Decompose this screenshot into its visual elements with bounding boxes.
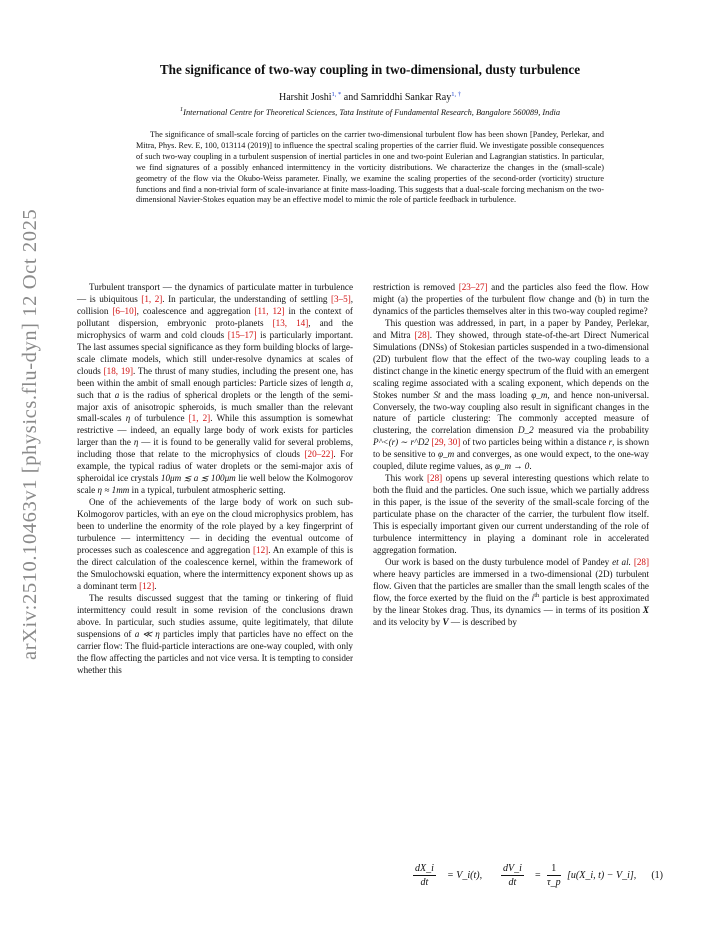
text-run: is particularly important. The last assumes special significance as they form building blocks of large-scale climate models, which still under-resolve dynamics at scales of clouds bbox=[77, 329, 353, 376]
paragraph bbox=[373, 557, 649, 629]
text-run: is the radius of spherical droplets or the length of the semi-major axis of anisotropic spheroids, is much smaller than the relevant small-scales bbox=[77, 389, 353, 424]
text-run: , and the microphysics of warm and cold clouds bbox=[77, 317, 354, 340]
text-run: . bbox=[529, 461, 532, 472]
math-symbol: a bbox=[346, 377, 351, 388]
superscript: th bbox=[534, 591, 540, 599]
text-run: This question was addressed, in part, in a paper by Pandey, Perlekar, and Mitra bbox=[373, 317, 649, 340]
text-run: of turbulence bbox=[130, 413, 189, 424]
text-run: . They showed, through state-of-the-art Direct Numerical Simulations (DNSs) of Stokesian particles suspended in a two-dimensional (2D) turbulent flow that the effect of the two-way coupling leads to a distinct change in the kinetic energy spectrum of the fluid with an emergent scaling regime associated with a scaling exponent, which depends on the Stokes number bbox=[373, 329, 650, 400]
author-superscript[interactable]: 1, † bbox=[451, 91, 461, 98]
math-expression: φ_m → 0 bbox=[494, 461, 530, 472]
fraction-denominator: τ_p bbox=[547, 877, 561, 888]
text-run: This work bbox=[385, 473, 427, 484]
citation-link[interactable]: [20–22] bbox=[304, 449, 334, 460]
text-run: . For example, the typical radius of water droplets or the semi-major axis of spheroidal ice crystals bbox=[77, 449, 353, 484]
paragraph bbox=[373, 473, 649, 557]
text-run: — it is found to be generally valid for several problems, including those that relate to the microphysics of clouds bbox=[77, 437, 353, 460]
citation-link[interactable]: [3–5] bbox=[330, 293, 351, 304]
citation-link[interactable]: [11, 12] bbox=[254, 305, 285, 316]
equation-term: [u(X_i, t) − V_i], bbox=[567, 870, 637, 881]
abstract: The significance of small-scale forcing of particles on the carrier two-dimensional turbulent flow has been shown [Pandey, Perlekar, and Mitra, Phys. Rev. E, 100, 013114 (2019)] to influence the spectral scaling properties of the carrier fluid. We investigate possible consequences of such two-way coupling in a turbulent suspension of inertial particles in one and two-point Eulerian and Lagrangian statistics. In particular, we find signatures of a possibly enhanced intermittency in the vorticity distributions. We characterize the changes in the (small-scale) geometry of the flow via the Okubo-Weiss parameter. Finally, we examine the scaling properties of the second-order (vorticity) structure functions and find a non-trivial form of scale-invariance at finite mass-loading. This suggests that a dual-scale forcing mechanism on the two-dimensional Navier-Stokes equation may be an effective model to mimic the role of particle feedback in turbulence. bbox=[136, 130, 604, 205]
text-run: . An example of this is the direct calculation of the coalescence kernel, within the framework of the Smulochowski equation, where the intermittency exponent shows up as a dominant term bbox=[77, 544, 353, 591]
math-symbol: φ_m bbox=[531, 389, 548, 400]
fraction bbox=[501, 862, 524, 889]
text-run: . In particular, the understanding of settling bbox=[162, 293, 331, 304]
text-run: — is described by bbox=[448, 616, 517, 627]
fraction-denominator: dt bbox=[420, 877, 429, 888]
fraction bbox=[413, 862, 436, 889]
citation-link[interactable]: [28] bbox=[414, 329, 430, 340]
author-conjunction: and bbox=[341, 92, 361, 103]
author-name: Samriddhi Sankar Ray bbox=[360, 92, 452, 103]
citation-link[interactable]: [1, 2] bbox=[141, 293, 163, 304]
math-symbol: η bbox=[133, 437, 139, 448]
text-run: The results discussed suggest that the taming or tinkering of fluid intermittency could result in some revision of the conclusions drawn above. In particular, such studies assume, quite legitimately, that dilute suspensions of bbox=[77, 592, 353, 639]
text-run: , coalescence and aggregation bbox=[136, 305, 255, 316]
citation-link[interactable]: [28] bbox=[633, 556, 650, 567]
text-run: restriction is removed bbox=[373, 282, 459, 292]
equation-term: = V_i(t), bbox=[447, 870, 483, 881]
equation-number: (1) bbox=[651, 870, 663, 881]
text-run: in a typical, turbulent atmospheric setting. bbox=[129, 485, 286, 496]
text-run: and the mass loading bbox=[440, 389, 532, 400]
text-run: . While this assumption is somewhat restrictive — indeed, an equally large body of work exists for particles larger than the bbox=[77, 413, 353, 448]
text-run: et al. bbox=[612, 556, 631, 567]
math-expression: a ≪ η bbox=[134, 628, 160, 639]
text-run: Our work is based on the dusty turbulence model of Pandey bbox=[385, 556, 613, 567]
text-run: lie well below the Kolmogorov scale bbox=[77, 473, 353, 496]
math-symbol: φ_m bbox=[438, 449, 455, 460]
fraction bbox=[547, 862, 561, 889]
citation-link[interactable]: [13, 14] bbox=[272, 317, 309, 328]
affiliation bbox=[60, 108, 680, 117]
paragraph bbox=[77, 593, 353, 677]
text-run: of two particles being within a distance bbox=[460, 437, 609, 448]
paragraph bbox=[77, 282, 353, 497]
affiliation-text: International Centre for Theoretical Sciences, Tata Institute of Fundamental Research, Bangalore 560089, India bbox=[183, 108, 561, 117]
text-run: and converges, as one would expect, to the one-way coupled, dilute regime values, as bbox=[373, 449, 649, 472]
text-run: , collision bbox=[77, 293, 354, 316]
citation-link[interactable]: [12] bbox=[139, 580, 155, 591]
math-symbol: St bbox=[433, 389, 441, 400]
equation-1 bbox=[373, 862, 663, 896]
body-column-right bbox=[373, 282, 649, 629]
text-run: , such that bbox=[77, 377, 353, 400]
math-expression: 10μm ≲ a ≲ 100μm bbox=[160, 473, 236, 484]
paragraph bbox=[373, 318, 649, 473]
citation-link[interactable]: [18, 19] bbox=[103, 365, 133, 376]
equals-sign: = bbox=[535, 870, 541, 881]
citation-link[interactable]: [6–10] bbox=[112, 305, 137, 316]
arxiv-identifier: arXiv:2510.10463v1 [physics.flu-dyn] 12 Oct 2025 bbox=[19, 208, 41, 660]
math-symbol: r bbox=[608, 437, 613, 448]
fraction-numerator: dX_i bbox=[415, 863, 434, 874]
text-run: in the context of pollutant dispersion, embryonic proto-planets bbox=[77, 305, 353, 328]
citation-link[interactable]: [15–17] bbox=[227, 329, 257, 340]
paragraph bbox=[373, 282, 649, 318]
citation-link[interactable]: [28] bbox=[426, 473, 443, 484]
text-run: opens up several interesting questions which relate to both the fluid and the particles. One such issue, which we partially address in this paper, is the issue of the severity of the small-scale forcing of the particulate phase on the character of the carrier, the turbulent flow itself. This is especially important given our current understanding of the role of turbulence intermittency in playing a dominant role in accelerated aggregation formation. bbox=[373, 473, 649, 555]
math-symbol: a bbox=[114, 389, 120, 400]
text-run: where heavy particles are immersed in a two-dimensional (2D) turbulent flow. Given that the particles are smaller than the small length scales of the flow, the force exerted by the fluid on the bbox=[373, 568, 649, 603]
text-run: , is shown to be sensitive to bbox=[373, 437, 650, 460]
fraction-numerator: dV_i bbox=[503, 863, 522, 874]
citation-link[interactable]: [29, 30] bbox=[431, 437, 461, 448]
math-expression: P^<(r) ∼ r^D2 bbox=[373, 437, 430, 448]
text-run: and its velocity by bbox=[373, 616, 443, 627]
text-run: measured via the probability bbox=[533, 425, 649, 436]
author-line bbox=[60, 92, 680, 103]
fraction-numerator: 1 bbox=[547, 862, 561, 876]
body-column-left bbox=[77, 282, 353, 676]
math-symbol: D_2 bbox=[517, 425, 534, 436]
affiliation-number: 1 bbox=[179, 106, 184, 113]
text-run: particle is best approximated by the linear Stokes drag. Thus, its dynamics — in terms of its position bbox=[373, 592, 650, 615]
paper-title: The significance of two-way coupling in two-dimensional, dusty turbulence bbox=[159, 62, 581, 77]
math-symbol: V bbox=[442, 616, 449, 627]
author-superscript[interactable]: 1, * bbox=[331, 91, 342, 98]
citation-link[interactable]: [12] bbox=[253, 544, 269, 555]
author-name: Harshit Joshi bbox=[279, 92, 332, 103]
text-run: One of the achievements of the large body of work on such sub-Kolmogorov particles, with an eye on the cloud microphysics problem, has been to underline the enormity of the role played by a key fingerprint of turbulence — intermittency — in deciding the eventual outcome of processes such as coalescence and aggregation bbox=[77, 497, 353, 555]
math-symbol: η bbox=[125, 413, 131, 424]
math-symbol: X bbox=[642, 604, 649, 615]
text-run: particles imply that particles have no effect on the carrier flow: The fluid-particle interactions are one-way coupled, with only the flow affecting the particles and not vice versa. It is tempting to consider whether this bbox=[77, 628, 353, 675]
fraction-denominator: dt bbox=[508, 877, 517, 888]
paragraph bbox=[77, 497, 353, 593]
citation-link[interactable]: [1, 2] bbox=[188, 413, 211, 424]
math-expression: η ≈ 1mm bbox=[97, 485, 130, 496]
citation-link[interactable]: [23–27] bbox=[458, 282, 488, 292]
text-run: Turbulent transport — the dynamics of particulate matter in turbulence — is ubiquitous bbox=[77, 282, 353, 304]
text-run: . bbox=[154, 580, 157, 591]
text-run: , and hence non-universal. Conversely, the two-way coupling also result in significant changes in the nature of particle clustering: The commonly accepted measure of clustering, the correlation dimension bbox=[373, 389, 649, 436]
math-symbol: i bbox=[531, 592, 535, 603]
text-run: . The thrust of many studies, including the present one, has been within the ambit of small enough particles: Particle sizes of length bbox=[77, 365, 353, 388]
text-run: and the particles also feed the flow. How might (a) the properties of the turbulent flow change and (b) in turn the dynamics of the particles themselves alter in this two-way coupled regime? bbox=[373, 282, 649, 316]
